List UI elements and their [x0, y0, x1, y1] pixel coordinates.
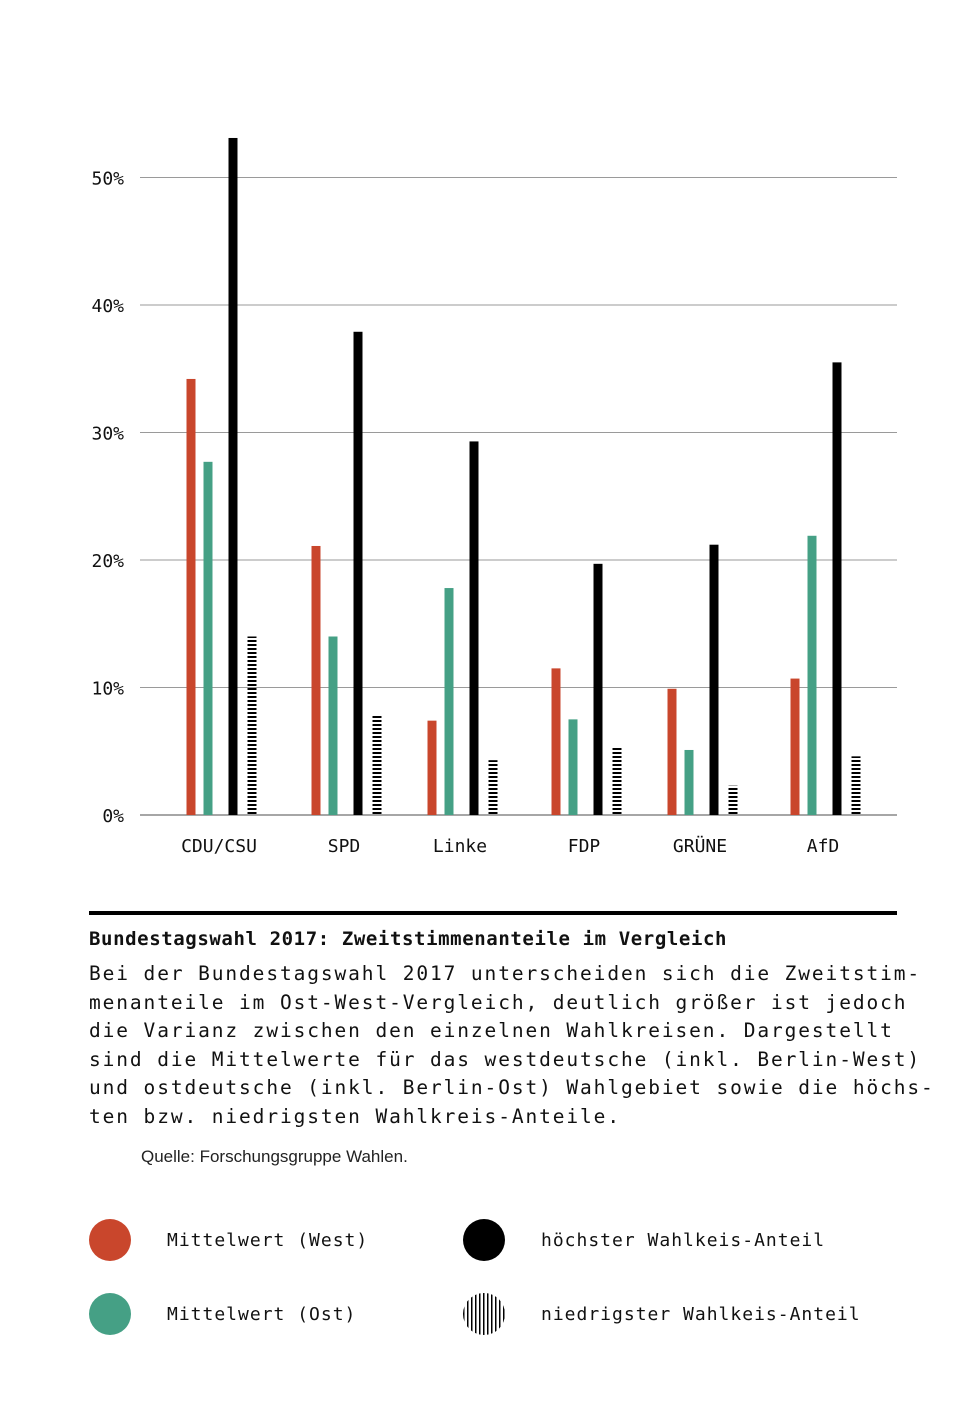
- bar-ost-spd: [329, 637, 338, 816]
- bar-west-fdp: [552, 668, 561, 815]
- legend-min-swatch-icon: [463, 1293, 505, 1335]
- x-axis-category-labels: [181, 835, 839, 857]
- x-tick-label: AfD: [806, 836, 840, 857]
- legend-label: Mittelwert (Ost): [167, 1303, 357, 1325]
- bar-west-cdu-csu: [187, 379, 196, 815]
- x-tick-label: FDP: [567, 836, 601, 857]
- bar-min-spd: [373, 714, 382, 815]
- legend-item-min: [463, 1292, 861, 1336]
- caption-line: ten bzw. niedrigsten Wahlkreis-Anteile.: [89, 1104, 621, 1128]
- caption-line: menanteile im Ost-West-Vergleich, deutlich größer ist jedoch: [89, 990, 908, 1014]
- legend-ost-swatch-icon: [89, 1293, 131, 1335]
- y-axis-tick-labels: [91, 169, 124, 828]
- legend-label: Mittelwert (West): [167, 1229, 369, 1251]
- legend-item-ost: [89, 1292, 356, 1336]
- bar-min-linke: [489, 760, 498, 815]
- y-tick-label: 50%: [91, 168, 124, 190]
- caption-line: sind die Mittelwerte für das westdeutsche (inkl. Berlin-West): [89, 1047, 922, 1071]
- bar-west-spd: [312, 546, 321, 815]
- bar-ost-cdu-csu: [204, 462, 213, 815]
- bar-min-grüne: [729, 786, 738, 815]
- source-note: Quelle: Forschungsgruppe Wahlen.: [141, 1147, 408, 1166]
- bar-west-grüne: [668, 689, 677, 815]
- legend-item-max: [463, 1218, 825, 1262]
- y-tick-label: 20%: [91, 551, 124, 572]
- bar-max-fdp: [594, 564, 603, 815]
- legend-label: höchster Wahlkeis-Anteil: [541, 1229, 826, 1251]
- bar-ost-afd: [808, 536, 817, 815]
- x-tick-label: GRÜNE: [672, 836, 728, 857]
- y-tick-label: 30%: [91, 423, 124, 445]
- bar-max-linke: [470, 441, 479, 815]
- legend-label: niedrigster Wahlkeis-Anteil: [541, 1303, 861, 1325]
- caption-line: die Varianz zwischen den einzelnen Wahlkreisen. Dargestellt: [89, 1019, 894, 1043]
- bar-min-afd: [852, 756, 861, 815]
- caption-divider: [89, 911, 897, 915]
- bar-max-cdu-csu: [229, 138, 238, 815]
- legend-item-west: [89, 1218, 368, 1262]
- y-tick-label: 40%: [91, 296, 124, 317]
- caption-title: Bundestagswahl 2017: Zweitstimmenanteile im Vergleich: [89, 928, 728, 950]
- caption-line: und ostdeutsche (inkl. Berlin-Ost) Wahlgebiet sowie die höchs-: [89, 1076, 935, 1100]
- bar-max-spd: [354, 332, 363, 815]
- legend-west-swatch-icon: [89, 1219, 131, 1261]
- y-tick-label: 10%: [91, 678, 124, 700]
- bars: [187, 138, 861, 815]
- bar-max-grüne: [710, 545, 719, 815]
- bar-ost-grüne: [685, 750, 694, 815]
- x-tick-label: CDU/CSU: [181, 836, 257, 857]
- bar-min-cdu-csu: [248, 637, 257, 816]
- x-tick-label: Linke: [432, 836, 488, 857]
- y-tick-label: 0%: [102, 806, 124, 827]
- caption-text: [89, 960, 935, 1132]
- bar-ost-linke: [445, 588, 454, 815]
- bar-ost-fdp: [569, 719, 578, 815]
- bar-max-afd: [833, 362, 842, 815]
- bar-west-linke: [428, 721, 437, 815]
- legend-max-swatch-icon: [463, 1219, 505, 1261]
- caption-line: Bei der Bundestagswahl 2017 unterscheiden sich die Zweitstim-: [89, 962, 922, 985]
- x-tick-label: SPD: [327, 836, 361, 857]
- bar-min-fdp: [613, 746, 622, 815]
- bar-west-afd: [791, 679, 800, 815]
